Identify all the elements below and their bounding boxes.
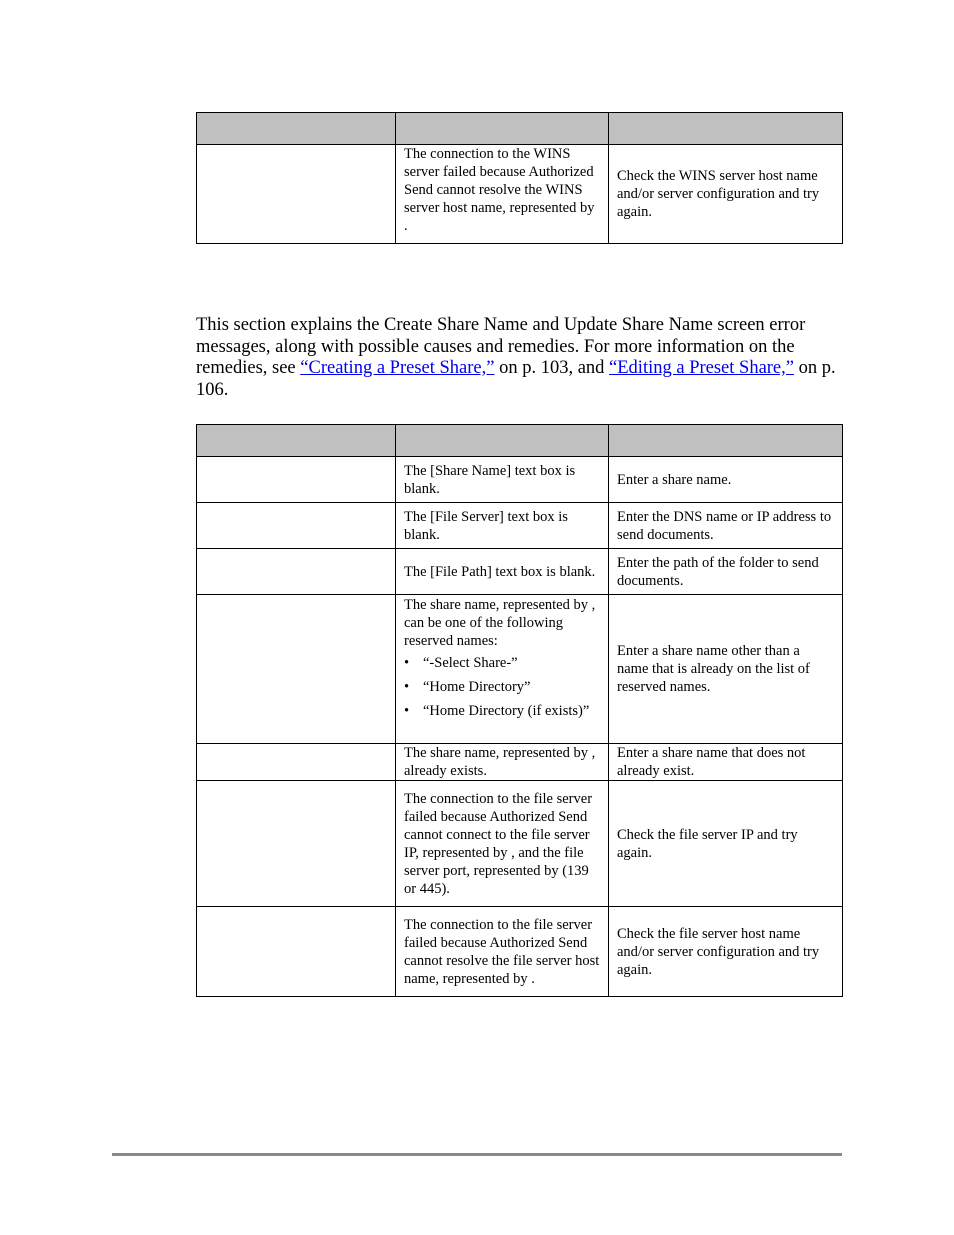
table-row bbox=[197, 781, 843, 907]
cause-cell: The share name, represented by , already exists. bbox=[396, 744, 609, 781]
cause-cell: The [Share Name] text box is blank. bbox=[396, 457, 609, 503]
header-cell-remedy bbox=[609, 113, 843, 145]
remedy-cell: Enter the DNS name or IP address to send documents. bbox=[609, 503, 843, 549]
header-cell-remedy bbox=[609, 425, 843, 457]
remedy-cell: Enter a share name that does not already exist. bbox=[609, 744, 843, 781]
header-cell-cause bbox=[396, 425, 609, 457]
error-cell bbox=[197, 145, 396, 244]
intro-paragraph bbox=[196, 315, 836, 401]
error-cell bbox=[197, 549, 396, 595]
intro-text-middle: on p. 103, and bbox=[494, 358, 610, 378]
remedy-cell: Check the file server host name and/or server configuration and try again. bbox=[609, 907, 843, 997]
remedy-cell: Enter a share name. bbox=[609, 457, 843, 503]
cause-text: The share name, represented by , can be one of the following reserved names: bbox=[404, 597, 596, 649]
table-row bbox=[197, 457, 843, 503]
list-item: • “-Select Share-” bbox=[423, 654, 600, 672]
editing-preset-share-link[interactable]: “Editing a Preset Share,” bbox=[609, 358, 794, 378]
cause-cell: The [File Server] text box is blank. bbox=[396, 503, 609, 549]
table-header-row bbox=[197, 113, 843, 145]
table-row bbox=[197, 907, 843, 997]
error-cell bbox=[197, 457, 396, 503]
reserved-names-list bbox=[404, 654, 600, 720]
table-row bbox=[197, 744, 843, 781]
header-cell-error bbox=[197, 113, 396, 145]
share-name-error-table bbox=[196, 424, 843, 997]
cause-cell: The [File Path] text box is blank. bbox=[396, 549, 609, 595]
header-cell-error bbox=[197, 425, 396, 457]
table-row bbox=[197, 145, 843, 244]
footer-divider bbox=[112, 1153, 842, 1156]
cause-cell: The connection to the WINS server failed because Authorized Send cannot resolve the WINS server host name, represented by . bbox=[396, 145, 609, 244]
error-cell bbox=[197, 781, 396, 907]
remedy-cell: Check the file server IP and try again. bbox=[609, 781, 843, 907]
intro-text-after: on p. 106. bbox=[196, 358, 836, 400]
creating-preset-share-link[interactable]: “Creating a Preset Share,” bbox=[300, 358, 495, 378]
cause-cell: The connection to the file server failed because Authorized Send cannot resolve the file server host name, represented by . bbox=[396, 907, 609, 997]
wins-error-table bbox=[196, 112, 843, 244]
intro-text-before: This section explains the Create Share Name and Update Share Name screen error messages, along with possible causes and remedies. For more information on the remedies, see bbox=[196, 315, 806, 378]
table-row bbox=[197, 503, 843, 549]
cause-cell: The connection to the file server failed because Authorized Send cannot connect to the file server IP, represented by , and the file server port, represented by (139 or 445). bbox=[396, 781, 609, 907]
error-cell bbox=[197, 907, 396, 997]
remedy-cell: Check the WINS server host name and/or server configuration and try again. bbox=[609, 145, 843, 244]
error-cell bbox=[197, 744, 396, 781]
remedy-cell: Enter the path of the folder to send documents. bbox=[609, 549, 843, 595]
error-cell bbox=[197, 503, 396, 549]
header-cell-cause bbox=[396, 113, 609, 145]
table-header-row bbox=[197, 425, 843, 457]
error-cell bbox=[197, 595, 396, 744]
list-item: • “Home Directory” bbox=[423, 678, 600, 696]
remedy-cell: Enter a share name other than a name that is already on the list of reserved names. bbox=[609, 595, 843, 744]
table-row bbox=[197, 595, 843, 744]
list-item: • “Home Directory (if exists)” bbox=[423, 702, 600, 720]
cause-cell bbox=[396, 595, 609, 744]
table-row bbox=[197, 549, 843, 595]
